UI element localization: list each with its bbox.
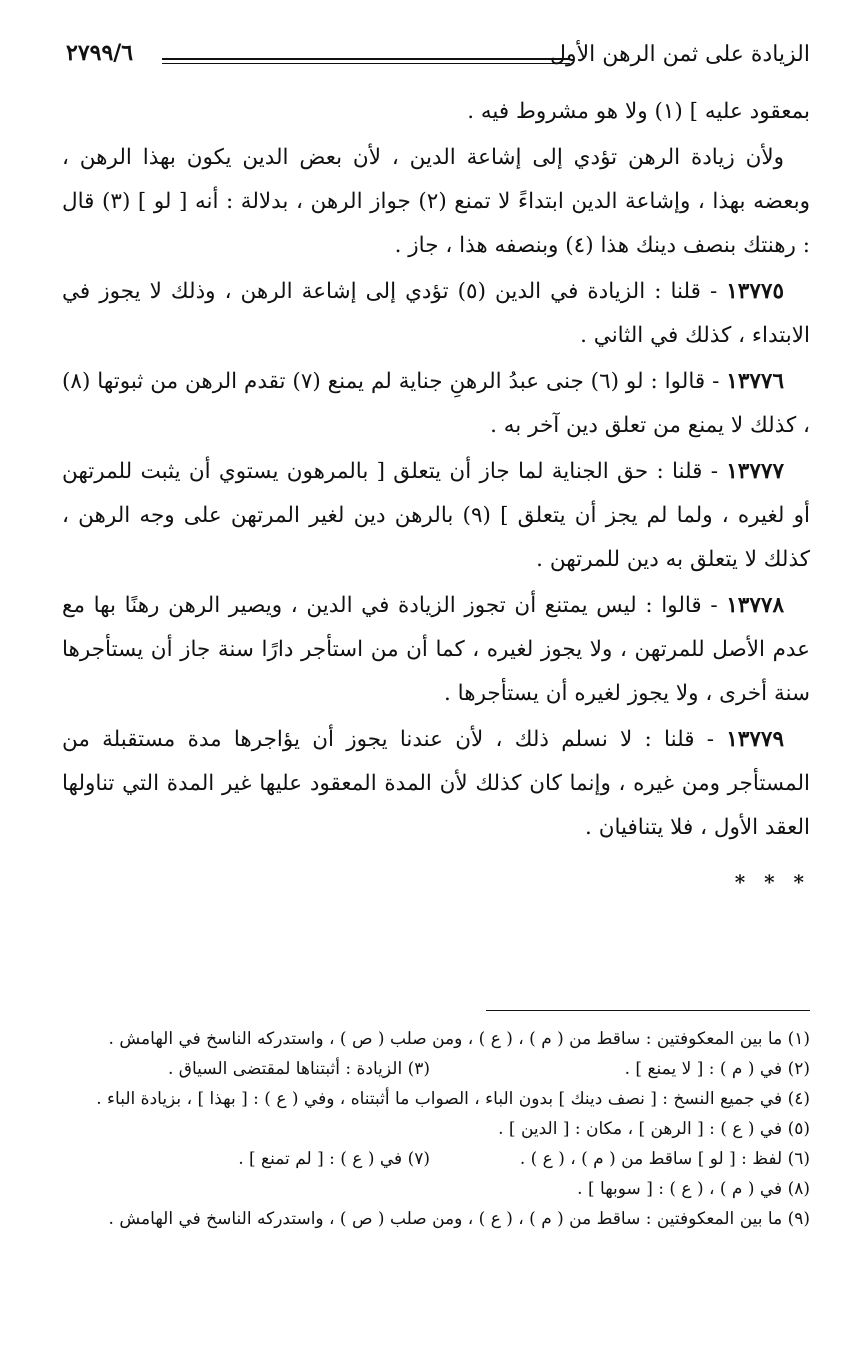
paragraph-continuation [62,90,810,134]
paragraph-13778 [62,584,810,716]
footnote-9: (٩) ما بين المعكوفتين : ساقط من ( م ) ، ( ع ) ، ومن صلب ( ص ) ، واستدركه الناسخ في الهامش . [108,1209,810,1229]
page-number: ٢٧٩٩/٦ [66,40,134,66]
paragraph-number: ١٣٧٧٨ [726,593,784,618]
footnote-8: (٨) في ( م ) ، ( ع ) : [ سوبها ] . [577,1179,810,1199]
paragraph-13779 [62,718,810,850]
book-page [62,38,810,1328]
paragraph-text: - قلنا : الزيادة في الدين (٥) تؤدي إلى إشاعة الرهن ، وذلك لا يجوز في الابتداء ، كذلك في الثاني . [62,279,810,348]
paragraph-text: - قالوا : ليس يمتنع أن تجوز الزيادة في الدين ، ويصير الرهن رهنًا بها مع عدم الأصل للمرتهن ، ولا يجوز لغيره ، كما أن من استأجر دارًا سنة جاز أن يستأجرها سنة أخرى ، ولا يجوز لغيره أن يستأجرها . [62,593,810,706]
footnote-row [62,1054,810,1084]
paragraph-13775 [62,270,810,358]
paragraph-13777 [62,450,810,582]
footnote-2: (٢) في ( م ) : [ لا يمنع ] . [624,1059,810,1079]
header-rule [162,58,570,64]
footnote-5: (٥) في ( ع ) : [ الرهن ] ، مكان : [ الدين ] . [498,1119,810,1139]
paragraph-13776 [62,360,810,448]
footnote-1: (١) ما بين المعكوفتين : ساقط من ( م ) ، ( ع ) ، ومن صلب ( ص ) ، واستدركه الناسخ في الهامش . [108,1029,810,1049]
footnote-7: (٧) في ( ع ) : [ لم تمنع ] . [238,1149,430,1169]
footnote-4: (٤) في جميع النسخ : [ نصف دينك ] بدون الباء ، الصواب ما أثبتناه ، وفي ( ع ) : [ بهذا ] ، بزيادة الباء . [96,1089,810,1109]
running-header [62,38,810,82]
paragraph-text: - قالوا : لو (٦) جنى عبدُ الرهنِ جناية لم يمنع (٧) تقدم الرهن من ثبوتها (٨) ، كذلك لا يمنع من تعلق دين آخر به . [62,369,810,438]
paragraph-text: ولأن زيادة الرهن تؤدي إلى إشاعة الدين ، لأن بعض الدين يكون بهذا الرهن ، وبعضه بهذا ، وإشاعة الدين ابتداءً لا تمنع (٢) جواز الرهن ، بدلالة : أنه [ لو ] (٣) قال : رهنتك بنصف دينك هذا (٤) وبنصفه هذا ، جاز . [62,145,810,258]
paragraph-text: - قلنا : لا نسلم ذلك ، لأن عندنا يجوز أن يؤاجرها مدة مستقبلة من المستأجر ومن غيره ، وإنما كان كذلك لأن المدة المعقود عليها غير المدة التي تناولها العقد الأول ، فلا يتنافيان . [62,727,810,840]
paragraph-number: ١٣٧٧٩ [726,727,784,752]
running-title: الزيادة على ثمن الرهن الأول [550,42,810,67]
paragraph [62,136,810,268]
footnote-rule [486,1010,810,1011]
paragraph-number: ١٣٧٧٧ [726,459,784,484]
paragraph-text: بمعقود عليه ] (١) ولا هو مشروط فيه . [467,99,810,124]
paragraph-number: ١٣٧٧٦ [726,369,785,394]
footnote-6: (٦) لفظ : [ لو ] ساقط من ( م ) ، ( ع ) . [519,1149,810,1169]
footnote-3: (٣) الزيادة : أثبتناها لمقتضى السياق . [167,1059,430,1079]
body-text [62,90,810,902]
paragraph-number: ١٣٧٧٥ [726,279,784,304]
section-separator: * * * [734,870,810,894]
footnotes [62,1024,810,1234]
footnote-row [62,1144,810,1174]
paragraph-text: - قلنا : حق الجناية لما جاز أن يتعلق [ بالمرهون يستوي أن يثبت للمرتهن أو لغيره ، ولما لم يجز أن يتعلق ] (٩) بالرهن دين لغير المرتهن على وجه الرهن ، كذلك لا يتعلق به دين للمرتهن . [62,459,810,572]
